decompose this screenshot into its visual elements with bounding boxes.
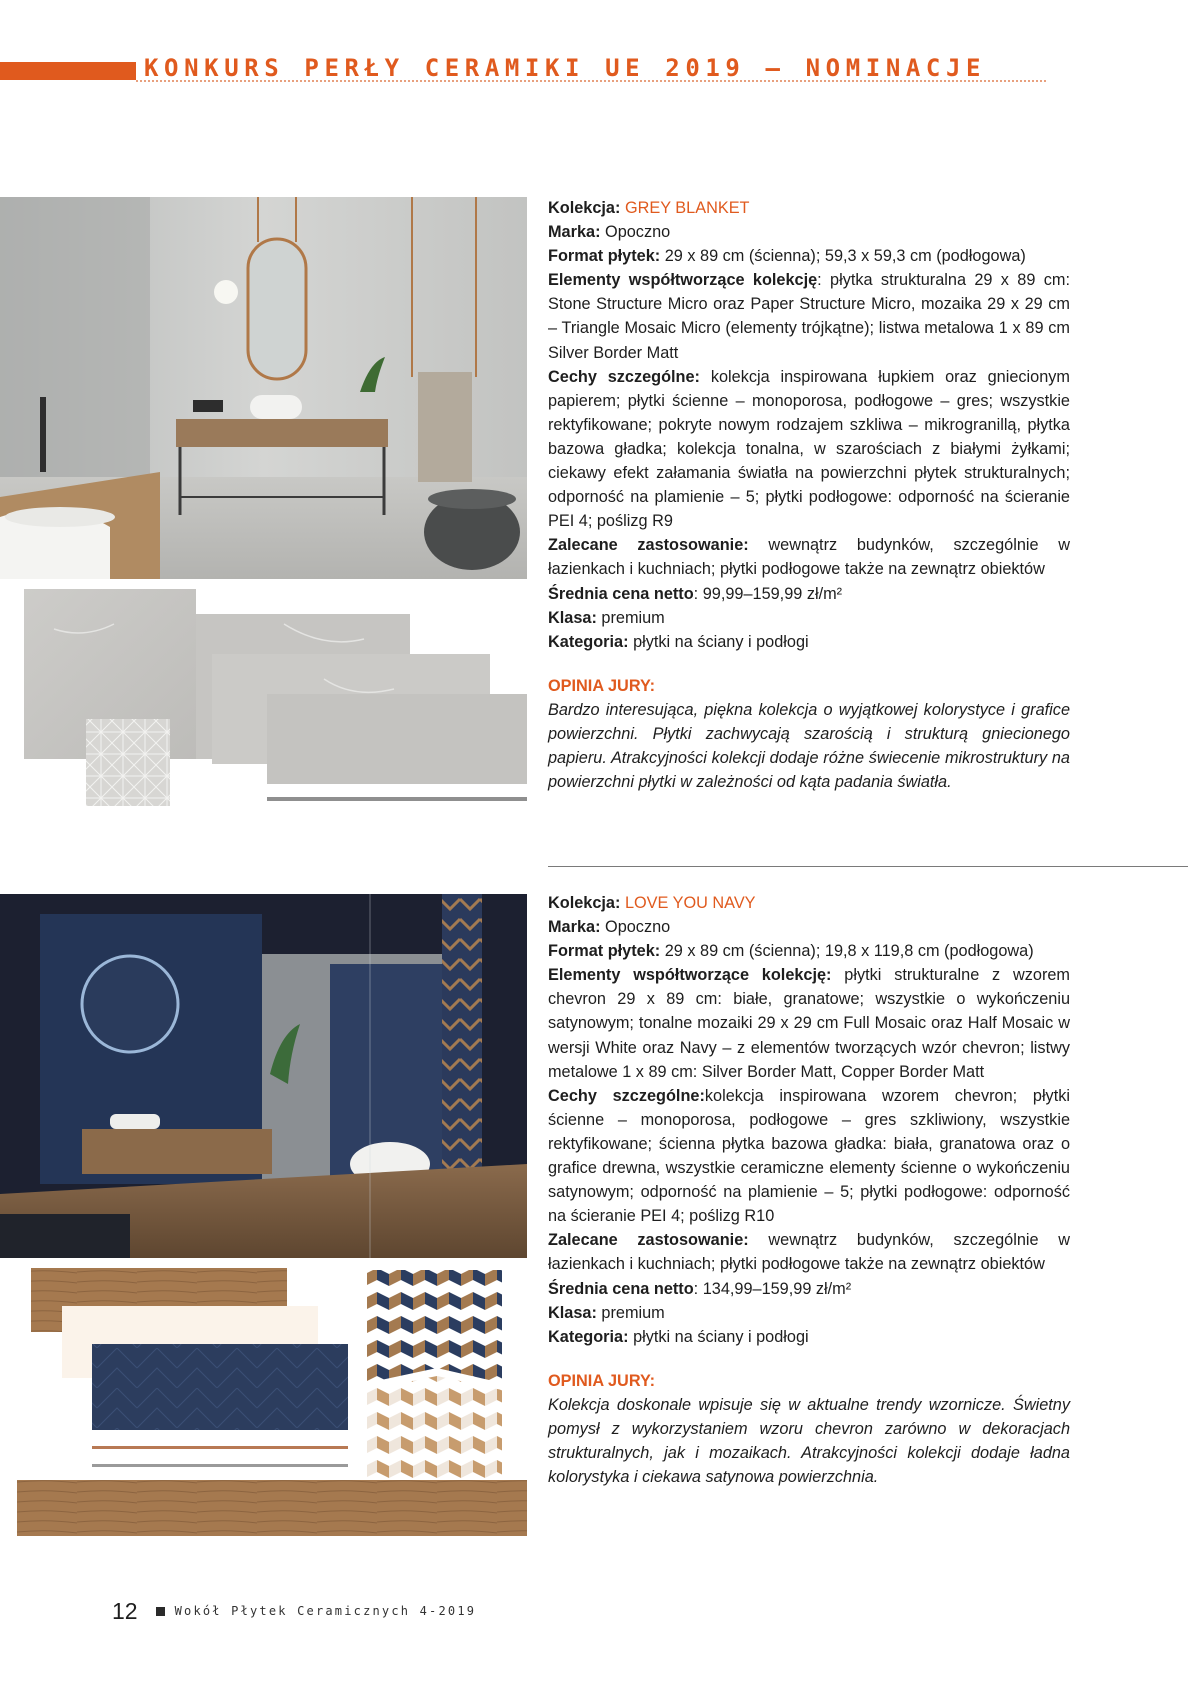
- klasa-label: Klasa:: [548, 608, 597, 627]
- cena-label: Średnia cena netto: [548, 1279, 694, 1298]
- marka-value: Opoczno: [605, 918, 671, 937]
- kolekcja-value: GREY BLANKET: [624, 199, 750, 217]
- cechy-label: Cechy szczególne:: [548, 1086, 705, 1105]
- jury-title: OPINIA JURY:: [548, 676, 656, 695]
- elementy-label: Elementy współtworzące kolekcję:: [548, 966, 832, 985]
- zalecane-label: Zalecane zastosowanie:: [548, 536, 749, 555]
- format-label: Format płytek:: [548, 247, 661, 266]
- magazine-name: Wokół Płytek Ceramicznych 4-2019: [174, 1604, 477, 1618]
- elementy-label: Elementy współtworzące kolekcję: [548, 271, 818, 290]
- zalecane-value: wewnątrz budynków, szczególnie w łazienkach i kuchniach; płytki podłogowe także na zewnątrz obiektów: [548, 1231, 1070, 1274]
- page-title: KONKURS PERŁY CERAMIKI UE 2019 – NOMINACJE: [144, 54, 987, 82]
- love-you-navy-spec: [548, 891, 1070, 1489]
- jury-opinion: Bardzo interesująca, piękna kolekcja o wyjątkowej kolorystyce i grafice powierzchni. Płytki zachwycają szarością i strukturą gniecionego papieru. Atrakcyjności kolekcji dodaje różne świecenie mikrostruktury na powierzchni płytki w zależności od kąta padania światła.: [548, 700, 1070, 792]
- kategoria-value: płytki na ściany i podłogi: [633, 1327, 809, 1346]
- header-dotted-rule: [136, 80, 1046, 82]
- kolekcja-label: Kolekcja:: [548, 894, 621, 912]
- grey-blanket-spec: [548, 196, 1070, 794]
- marka-label: Marka:: [548, 223, 601, 242]
- elementy-value: płytki strukturalne z wzorem chevron 29 x 89 cm: białe, granatowe; wszystkie o wykończeniu satynowym; tonalne mozaiki 29 x 29 cm Full Mosaic oraz Half Mosaic w wersji White oraz Navy – z elementów tworzących wzór chevron; listwy metalowe 1 x 89 cm: Silver Border Matt, Copper Border Matt: [548, 966, 1070, 1081]
- format-value: 29 x 89 cm (ścienna); 59,3 x 59,3 cm (podłogowa): [664, 247, 1026, 266]
- jury-title: OPINIA JURY:: [548, 1371, 656, 1390]
- page-footer: [112, 1596, 476, 1626]
- page-number: 12: [112, 1597, 138, 1624]
- love-you-navy-tile-samples: [17, 1268, 527, 1536]
- cena-value: : 99,99–159,99 zł/m²: [693, 584, 843, 603]
- elementy-value: : płytka strukturalna 29 x 89 cm: Stone Structure Micro oraz Paper Structure Micro, mozaika 29 x 29 cm – Triangle Mosaic Micro (elementy trójkątne); listwa metalowa 1 x 89 cm Silver Border Matt: [548, 271, 1070, 362]
- kategoria-label: Kategoria:: [548, 1327, 629, 1346]
- marka-value: Opoczno: [605, 223, 671, 242]
- kolekcja-value: LOVE YOU NAVY: [624, 894, 756, 912]
- kategoria-value: płytki na ściany i podłogi: [633, 632, 809, 651]
- cena-label: Średnia cena netto: [548, 584, 694, 603]
- cechy-value: kolekcja inspirowana wzorem chevron; płytki ścienne – monoporosa, podłogowe – gres szkliwiony, wszystkie rektyfikowane; ścienna płytka bazowa gładka: biała, granatowa oraz o grafice drewna, wszystkie ceramiczne elementy ścienne o wykończeniu satynowym; odporność na plamienie – 5; płytki podłogowe: odporność na ścieranie PEI 4; poślizg R10: [548, 1086, 1070, 1226]
- klasa-label: Klasa:: [548, 1303, 597, 1322]
- section-divider: [548, 866, 1188, 867]
- format-value: 29 x 89 cm (ścienna); 19,8 x 119,8 cm (podłogowa): [664, 942, 1034, 961]
- klasa-value: premium: [601, 1303, 665, 1322]
- zalecane-label: Zalecane zastosowanie:: [548, 1231, 749, 1250]
- cechy-label: Cechy szczególne:: [548, 367, 700, 386]
- header-accent-bar: [0, 62, 136, 80]
- love-you-navy-bathroom-photo: [0, 894, 527, 1258]
- cechy-value: kolekcja inspirowana łupkiem oraz gniecionym papierem; płytki ścienne – monoporosa, podłogowe – gres; wszystkie rektyfikowane; pokryte nowym rodzajem szkliwa – mikrogranillą, płytka bazowa gładka; kolekcja tonalna, w szarościach z białymi żyłkami; ciekawy efekt załamania światła na powierzchni płytek strukturalnych; odporność na plamienie – 5; płytki podłogowe: odporność na ścieranie PEI 4; poślizg R9: [548, 367, 1070, 531]
- format-label: Format płytek:: [548, 942, 661, 961]
- jury-opinion: Kolekcja doskonale wpisuje się w aktualne trendy wzornicze. Świetny pomysł z wykorzystaniem wzoru chevron zarówno w dekoracjach strukturalnych, jak i mozaikach. Atrakcyjności kolekcji dodaje ładna kolorystyka i ciekawa satynowa powierzchnia.: [548, 1395, 1070, 1487]
- cena-value: : 134,99–159,99 zł/m²: [693, 1279, 852, 1298]
- klasa-value: premium: [601, 608, 665, 627]
- footer-square-icon: [156, 1607, 165, 1616]
- zalecane-value: wewnątrz budynków, szczególnie w łazienkach i kuchniach; płytki podłogowe także na zewnątrz obiektów: [548, 536, 1070, 579]
- kategoria-label: Kategoria:: [548, 632, 629, 651]
- kolekcja-label: Kolekcja:: [548, 199, 621, 217]
- grey-blanket-bathroom-photo: [0, 197, 527, 579]
- grey-blanket-tile-samples: [24, 589, 527, 811]
- marka-label: Marka:: [548, 918, 601, 937]
